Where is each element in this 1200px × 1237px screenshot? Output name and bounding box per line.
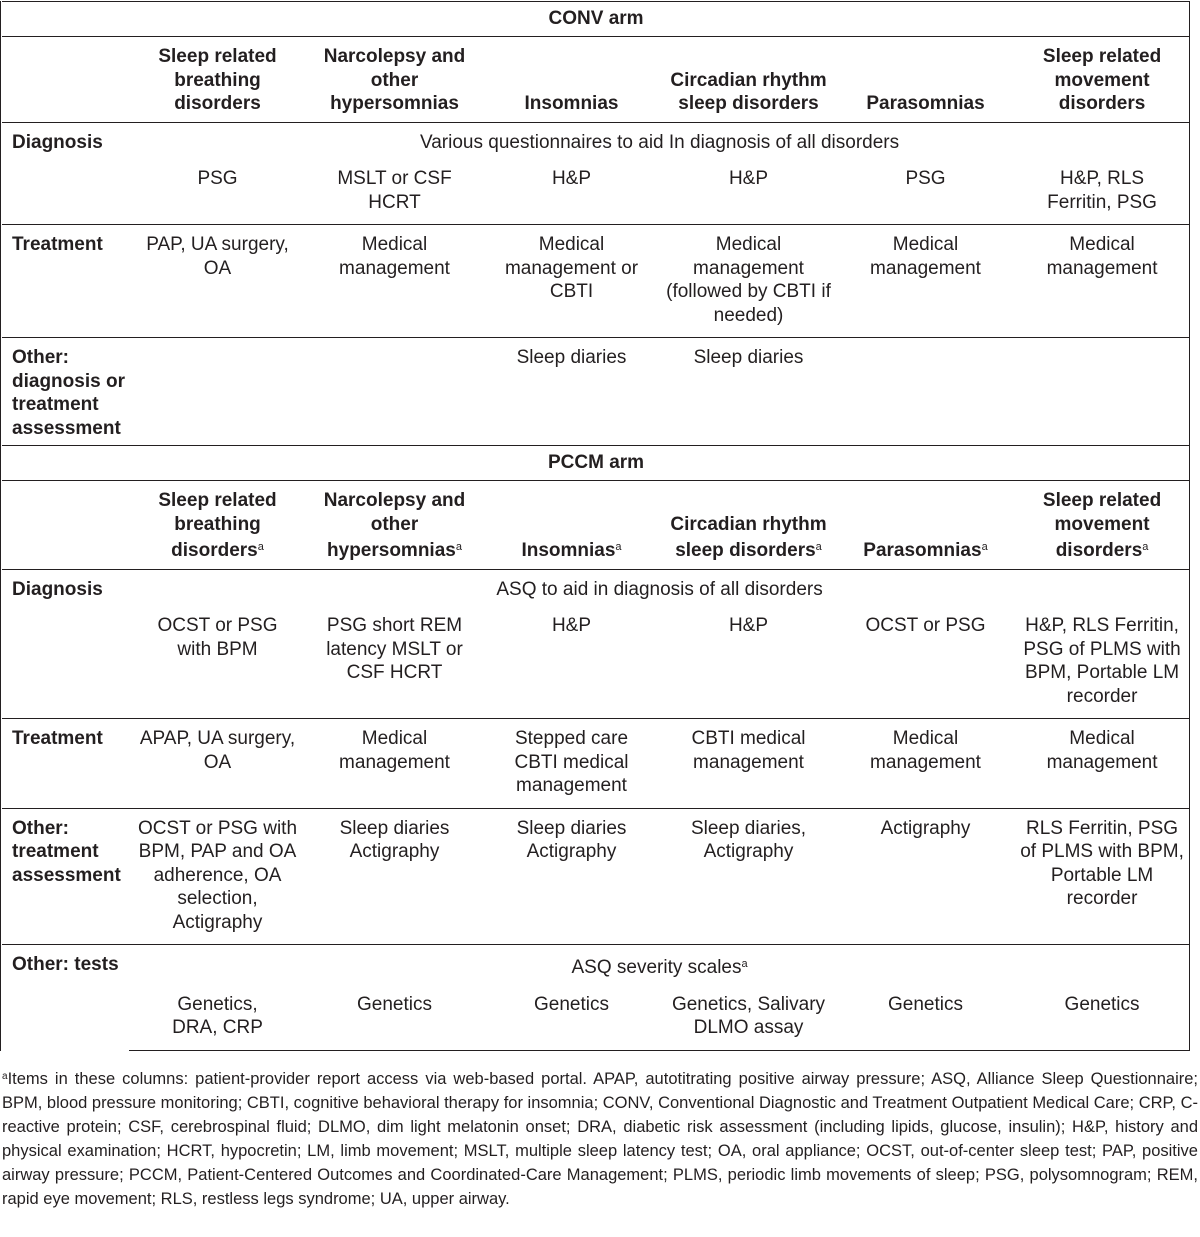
conv-treatment-row <box>2 225 1190 338</box>
footnote-mark: a <box>741 958 748 970</box>
pccm-tests-span: ASQ severity scales$^a$ <box>129 945 1190 980</box>
pccm-arm-title-row <box>2 446 1190 481</box>
conv-other-label: Other: diagnosis or treatment assessment <box>2 338 129 446</box>
table-cell: APAP, UA surgery, OA <box>129 719 306 809</box>
table-cell: Medical management or CBTI <box>483 225 660 338</box>
conv-header-insomnias: Insomnias <box>524 93 619 114</box>
conv-diagnosis-label: Diagnosis <box>2 122 129 225</box>
pccm-treatment-row <box>2 719 1190 809</box>
footnote-mark: a <box>1142 541 1149 553</box>
pccm-tests-label: Other: tests <box>2 945 129 1051</box>
table-cell: Medical management <box>837 719 1014 809</box>
table-cell: H&P <box>728 615 769 636</box>
table-cell: H&P <box>551 168 592 189</box>
table-cell: Sleep diaries <box>483 338 660 446</box>
footnote-mark: a <box>257 541 264 553</box>
pccm-tests-span-row <box>2 945 1190 980</box>
pccm-header-breathing: Sleep related breathing disorders$^a$ <box>158 490 277 561</box>
table-cell <box>306 338 483 446</box>
table-cell: Sleep diaries Actigraphy <box>306 808 483 945</box>
pccm-header-movement: Sleep related movement disorders$^a$ <box>1042 490 1162 561</box>
table-cell: H&P, RLS Ferritin, PSG of PLMS with BPM, Portable LM recorder <box>1023 615 1181 707</box>
table-cell: Sleep diaries <box>660 338 837 446</box>
table-cell: H&P <box>551 615 592 636</box>
table-cell <box>129 338 306 446</box>
pccm-header-narcolepsy: Narcolepsy and other hypersomnias$^a$ <box>323 490 466 561</box>
conv-diagnosis-span-row <box>2 122 1190 154</box>
table-cell <box>837 338 1014 446</box>
pccm-diagnosis-row <box>2 601 1190 719</box>
conv-header-movement: Sleep related movement disorders <box>1042 46 1162 114</box>
table-cell: CBTI medical management <box>660 719 837 809</box>
pccm-header-insomnias: Insomnias$^a$ <box>521 540 622 561</box>
table-cell: Sleep diaries Actigraphy <box>483 808 660 945</box>
pccm-diagnosis-span-row <box>2 569 1190 601</box>
conv-other-row <box>2 338 1190 446</box>
table-cell: Medical management <box>837 225 1014 338</box>
conv-treatment-label: Treatment <box>2 225 129 338</box>
table-cell: Genetics, DRA, CRP <box>129 980 306 1051</box>
pccm-diagnosis-span: ASQ to aid in diagnosis of all disorders <box>129 569 1190 601</box>
table-footnote <box>2 1065 1198 1211</box>
conv-header-breathing: Sleep related breathing disorders <box>158 46 277 114</box>
table-cell <box>1014 338 1190 446</box>
conv-header-narcolepsy: Narcolepsy and other hypersomnias <box>323 46 466 114</box>
table-cell: Genetics, Salivary DLMO assay <box>660 980 837 1051</box>
table-cell: PSG <box>905 168 946 189</box>
table-cell: H&P, RLS Ferritin, PSG <box>1047 168 1157 213</box>
footnote-mark: a <box>815 541 822 553</box>
table-cell: Actigraphy <box>837 808 1014 945</box>
footnote-mark: a <box>615 541 622 553</box>
conv-arm-title: CONV arm <box>2 2 1190 37</box>
table-cell: Genetics <box>306 980 483 1051</box>
pccm-diagnosis-label: Diagnosis <box>2 569 129 719</box>
conv-header-circadian: Circadian rhythm sleep disorders <box>670 69 827 114</box>
pccm-header-parasomnias: Parasomnias$^a$ <box>863 540 988 561</box>
table-cell: Genetics <box>483 980 660 1051</box>
conv-header-parasomnias: Parasomnias <box>866 93 985 114</box>
table-cell: PSG <box>197 168 238 189</box>
footnote-mark: a <box>455 541 462 553</box>
protocol-table <box>2 1 1190 1051</box>
conv-diagnosis-span: Various questionnaires to aid In diagnosis of all disorders <box>129 122 1190 154</box>
table-cell: MSLT or CSF HCRT <box>337 168 452 213</box>
pccm-header-circadian: Circadian rhythm sleep disorders$^a$ <box>670 513 827 561</box>
pccm-assessment-row <box>2 808 1190 945</box>
footnote-mark: a <box>981 541 988 553</box>
table-cell: OCST or PSG with BPM <box>157 615 278 660</box>
protocol-table-frame <box>0 1 1190 1051</box>
pccm-column-header-row <box>2 481 1190 570</box>
footnote-mark: a <box>2 1070 8 1082</box>
table-cell: Medical management <box>306 225 483 338</box>
conv-arm-title-row <box>2 2 1190 37</box>
conv-column-header-row <box>2 37 1190 123</box>
conv-diagnosis-row <box>2 154 1190 225</box>
table-cell: Medical management <box>1014 719 1190 809</box>
table-cell: Medical management (followed by CBTI if needed) <box>660 225 837 338</box>
pccm-tests-row <box>2 980 1190 1051</box>
footnote-text: Items in these columns: patient-provider report access via web-based portal. APAP, autotitrating positive airway pressure; ASQ, Alliance Sleep Questionnaire; BPM, blood pressure monitoring; CBTI, cognitive behavioral therapy for insomnia; CONV, Conventional Diagnostic and Treatment Outpatient Medical Care; CRP, C-reactive protein; CSF, cerebrospinal fluid; DLMO, dim light melatonin onset; DRA, diabetic risk assessment (including lipids, glucose, insulin); H&P, history and physical examination; HCRT, hypocretin; LM, limb movement; MSLT, multiple sleep latency test; OA, oral appliance; OCST, out-of-center sleep test; PAP, positive airway pressure; PCCM, Patient-Centered Outcomes and Coordinated-Care Management; PLMS, periodic limb movements of sleep; PSG, polysomnogram; REM, rapid eye movement; RLS, restless legs syndrome; UA, upper airway. <box>2 1069 1198 1208</box>
table-cell: Stepped care CBTI medical management <box>483 719 660 809</box>
table-cell: Genetics <box>1014 980 1190 1051</box>
pccm-assessment-label: Other: treatment assessment <box>2 808 129 945</box>
table-cell: RLS Ferritin, PSG of PLMS with BPM, Portable LM recorder <box>1014 808 1190 945</box>
table-cell: Sleep diaries, Actigraphy <box>660 808 837 945</box>
table-cell: PSG short REM latency MSLT or CSF HCRT <box>326 615 463 683</box>
pccm-treatment-label: Treatment <box>2 719 129 809</box>
table-cell: Medical management <box>306 719 483 809</box>
table-cell: Medical management <box>1014 225 1190 338</box>
table-cell: PAP, UA surgery, OA <box>129 225 306 338</box>
pccm-arm-title: PCCM arm <box>2 446 1190 481</box>
table-cell: OCST or PSG with BPM, PAP and OA adherence, OA selection, Actigraphy <box>129 808 306 945</box>
table-cell: Genetics <box>837 980 1014 1051</box>
table-cell: OCST or PSG <box>865 615 986 636</box>
table-cell: H&P <box>728 168 769 189</box>
